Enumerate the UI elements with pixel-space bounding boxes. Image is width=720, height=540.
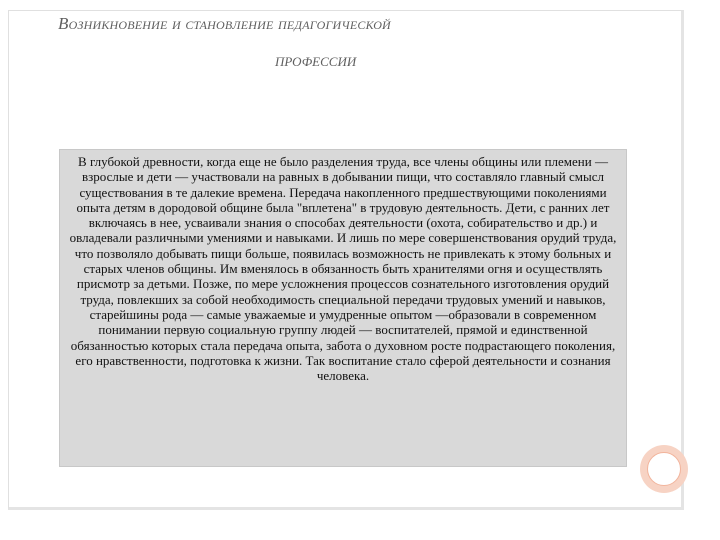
slide-body-box	[59, 149, 627, 467]
decorative-circle-inner	[647, 452, 681, 486]
slide-body-text: В глубокой древности, когда еще не было разделения труда, все члены общины или племени — взрослые и дети — участвовали на равных в добывании пищи, что составляло главный смысл существования в те далекие времена. Передача накопленного предшествующими поколениями опыта детям в дородовой общине была "вплетена" в трудовую деятельность. Дети, с ранних лет включаясь в нее, усваивали знания о способах деятельности (охота, собирательство и др.) и овладевали различными умениями и навыками. И лишь по мере совершенствования орудий труда, что позволяло добывать пищи больше, появилась возможность не привлекать к этому больных и старых членов общины. Им вменялось в обязанность быть хранителями огня и осуществлять присмотр за детьми. Позже, по мере усложнения процессов сознательного изготовления орудий труда, повлекших за собой необходимость специальной передачи трудовых умений и навыков, старейшины рода — самые уважаемые и умудренные опытом —образовали в современном понимании первую социальную группу людей — воспитателей, прямой и единственной обязанностью которых стала передача опыта, забота о духовном росте подрастающего поколения, его нравственности, подготовка к жизни. Так воспитание стало сферой деятельности и сознания человека.	[69, 154, 617, 384]
decorative-circle-icon	[640, 445, 688, 493]
slide-title-line1: Возникновение и становление педагогической	[58, 14, 391, 33]
slide-title	[58, 14, 658, 72]
slide-title-line2: ПРОФЕССИИ	[275, 54, 357, 69]
